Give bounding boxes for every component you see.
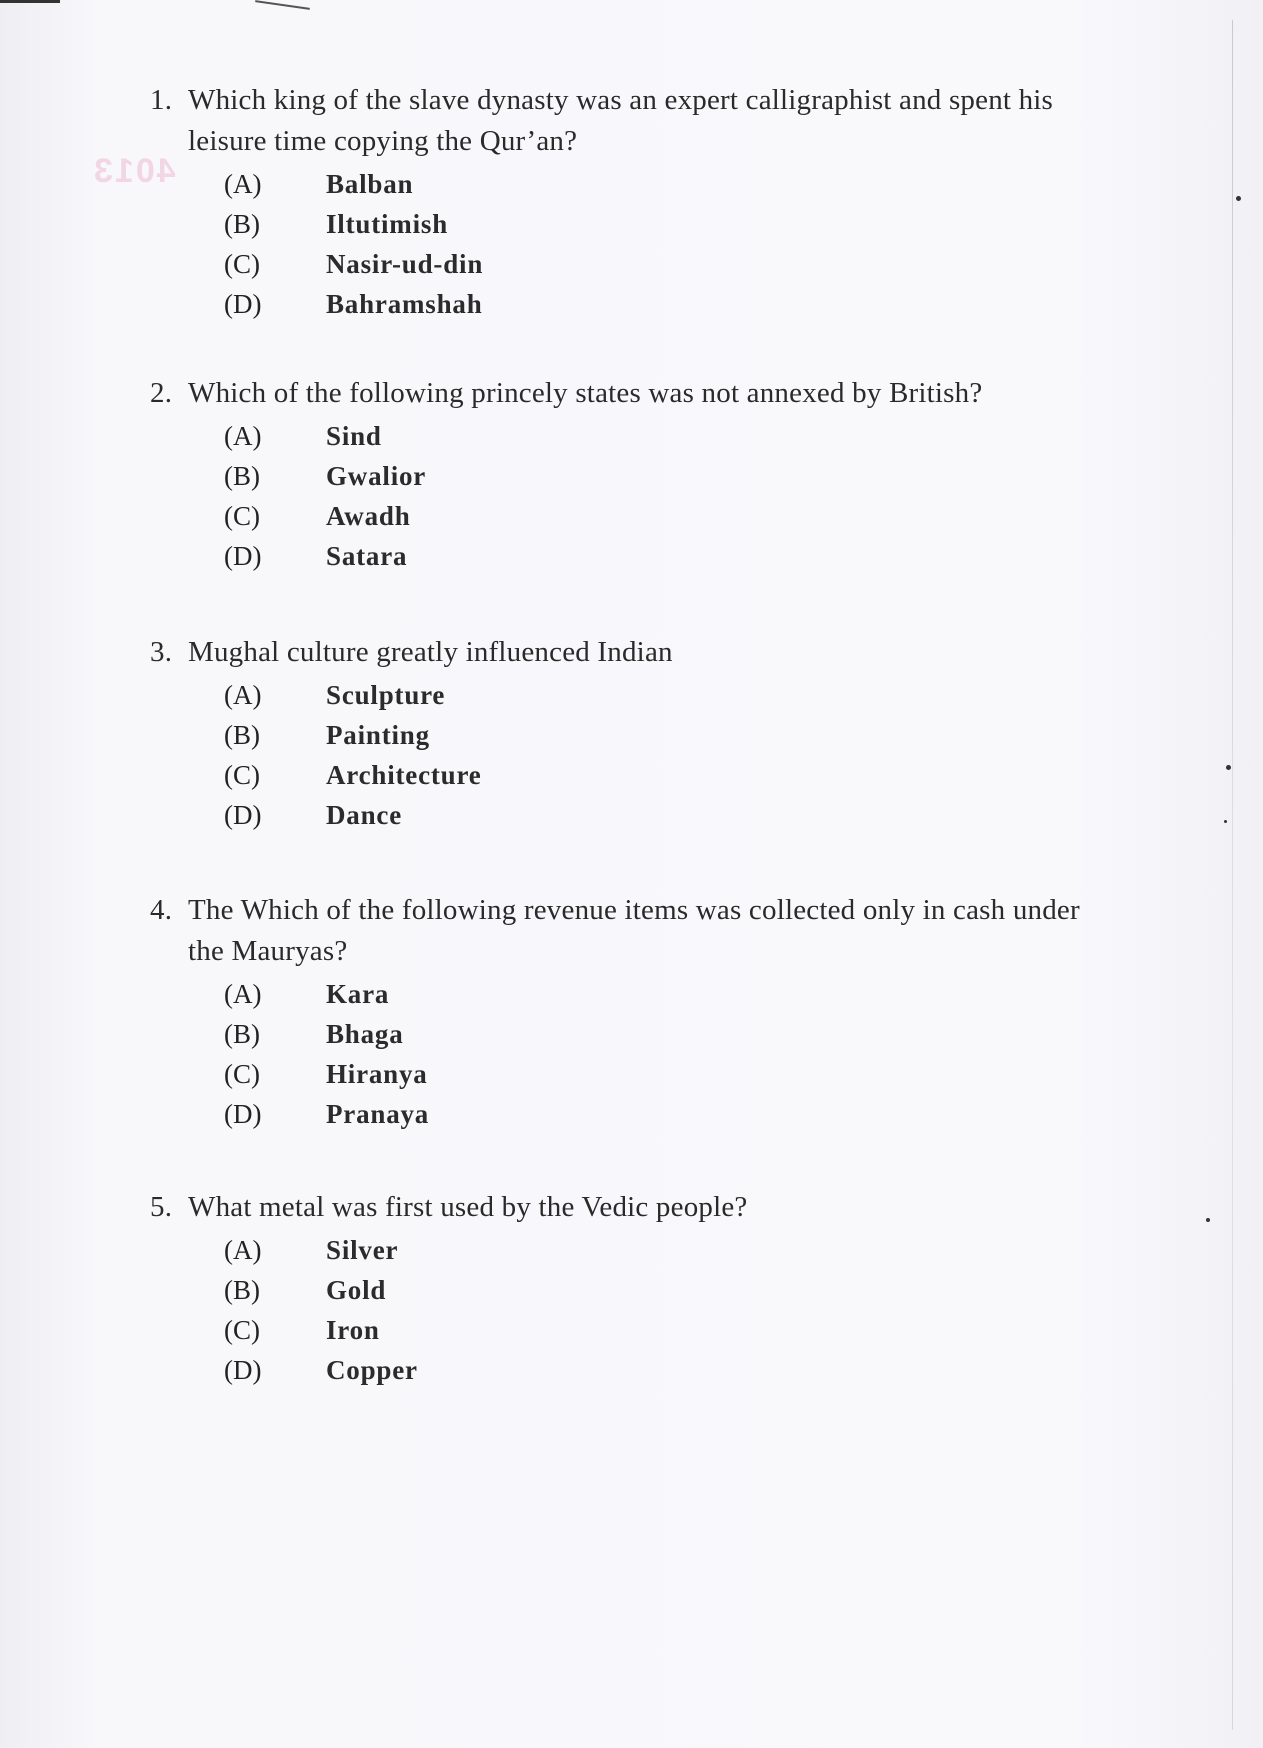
question-line: leisure time copying the Qur’an? <box>188 125 578 157</box>
question-line: What metal was first used by the Vedic people? <box>188 1191 748 1223</box>
question-text <box>150 1187 1150 1228</box>
option-text: Awadh <box>326 500 411 531</box>
option-text: Nasir-ud-din <box>326 248 484 279</box>
option-text: Painting <box>326 719 430 750</box>
option-b <box>224 204 1150 244</box>
question-2 <box>150 373 1150 576</box>
option-text: Iron <box>326 1314 380 1345</box>
option-letter: (D) <box>224 799 262 830</box>
option-d <box>224 795 1150 835</box>
scan-mark <box>0 0 60 3</box>
option-letter: (A) <box>224 679 262 710</box>
option-letter: (D) <box>224 540 262 571</box>
option-letter: (A) <box>224 420 262 451</box>
question-line: Which king of the slave dynasty was an expert calligraphist and spent his <box>188 84 1054 116</box>
question-5 <box>150 1187 1150 1390</box>
options-list <box>150 974 1150 1134</box>
option-a <box>224 416 1150 456</box>
faded-stamp: 4013 <box>92 152 176 190</box>
option-letter: (B) <box>224 1018 260 1049</box>
option-text: Dance <box>326 799 402 830</box>
option-b <box>224 715 1150 755</box>
question-number: 5. <box>150 1191 173 1223</box>
scan-speck <box>1206 1218 1210 1222</box>
scan-mark <box>255 0 310 10</box>
option-letter: (A) <box>224 1234 262 1265</box>
option-c <box>224 1054 1150 1094</box>
option-letter: (D) <box>224 288 262 319</box>
option-text: Hiranya <box>326 1058 428 1089</box>
question-number: 1. <box>150 84 173 116</box>
question-number: 2. <box>150 377 173 409</box>
option-letter: (B) <box>224 719 260 750</box>
option-a <box>224 675 1150 715</box>
question-3 <box>150 632 1150 835</box>
question-4 <box>150 890 1150 1134</box>
option-letter: (A) <box>224 168 262 199</box>
page-edge <box>1232 20 1233 1730</box>
question-line: Which of the following princely states was not annexed by British? <box>188 377 983 409</box>
option-text: Gwalior <box>326 460 427 491</box>
option-c <box>224 496 1150 536</box>
question-number: 3. <box>150 636 173 668</box>
option-letter: (C) <box>224 1058 260 1089</box>
question-number: 4. <box>150 894 173 926</box>
option-text: Silver <box>326 1234 399 1265</box>
option-b <box>224 456 1150 496</box>
option-text: Gold <box>326 1274 387 1305</box>
option-letter: (C) <box>224 759 260 790</box>
option-c <box>224 755 1150 795</box>
option-a <box>224 974 1150 1014</box>
option-d <box>224 1094 1150 1134</box>
question-text <box>150 632 1150 673</box>
option-d <box>224 284 1150 324</box>
option-text: Kara <box>326 978 390 1009</box>
option-letter: (C) <box>224 248 260 279</box>
option-letter: (D) <box>224 1354 262 1385</box>
option-text: Sculpture <box>326 679 446 710</box>
option-text: Balban <box>326 168 414 199</box>
option-b <box>224 1014 1150 1054</box>
option-letter: (A) <box>224 978 262 1009</box>
option-d <box>224 1350 1150 1390</box>
option-text: Satara <box>326 540 408 571</box>
option-text: Copper <box>326 1354 418 1385</box>
question-1 <box>150 80 1150 324</box>
option-text: Sind <box>326 420 382 451</box>
options-list <box>150 416 1150 576</box>
option-a <box>224 1230 1150 1270</box>
question-text <box>150 890 1150 931</box>
options-list <box>150 1230 1150 1390</box>
option-letter: (D) <box>224 1098 262 1129</box>
option-d <box>224 536 1150 576</box>
scan-speck <box>1224 820 1227 823</box>
option-text: Architecture <box>326 759 482 790</box>
options-list <box>150 164 1150 324</box>
option-letter: (B) <box>224 1274 260 1305</box>
option-letter: (C) <box>224 500 260 531</box>
option-text: Iltutimish <box>326 208 449 239</box>
option-c <box>224 244 1150 284</box>
options-list <box>150 675 1150 835</box>
option-a <box>224 164 1150 204</box>
option-c <box>224 1310 1150 1350</box>
question-line: Mughal culture greatly influenced Indian <box>188 636 673 668</box>
question-text <box>150 373 1150 414</box>
question-text <box>150 80 1150 121</box>
question-line: The Which of the following revenue items was collected only in cash under <box>188 894 1080 926</box>
scan-speck <box>1236 196 1241 201</box>
option-letter: (B) <box>224 208 260 239</box>
option-text: Bhaga <box>326 1018 404 1049</box>
scan-speck <box>1226 765 1231 770</box>
option-letter: (C) <box>224 1314 260 1345</box>
option-letter: (B) <box>224 460 260 491</box>
option-text: Bahramshah <box>326 288 483 319</box>
option-text: Pranaya <box>326 1098 430 1129</box>
option-b <box>224 1270 1150 1310</box>
question-line: the Mauryas? <box>188 935 348 967</box>
